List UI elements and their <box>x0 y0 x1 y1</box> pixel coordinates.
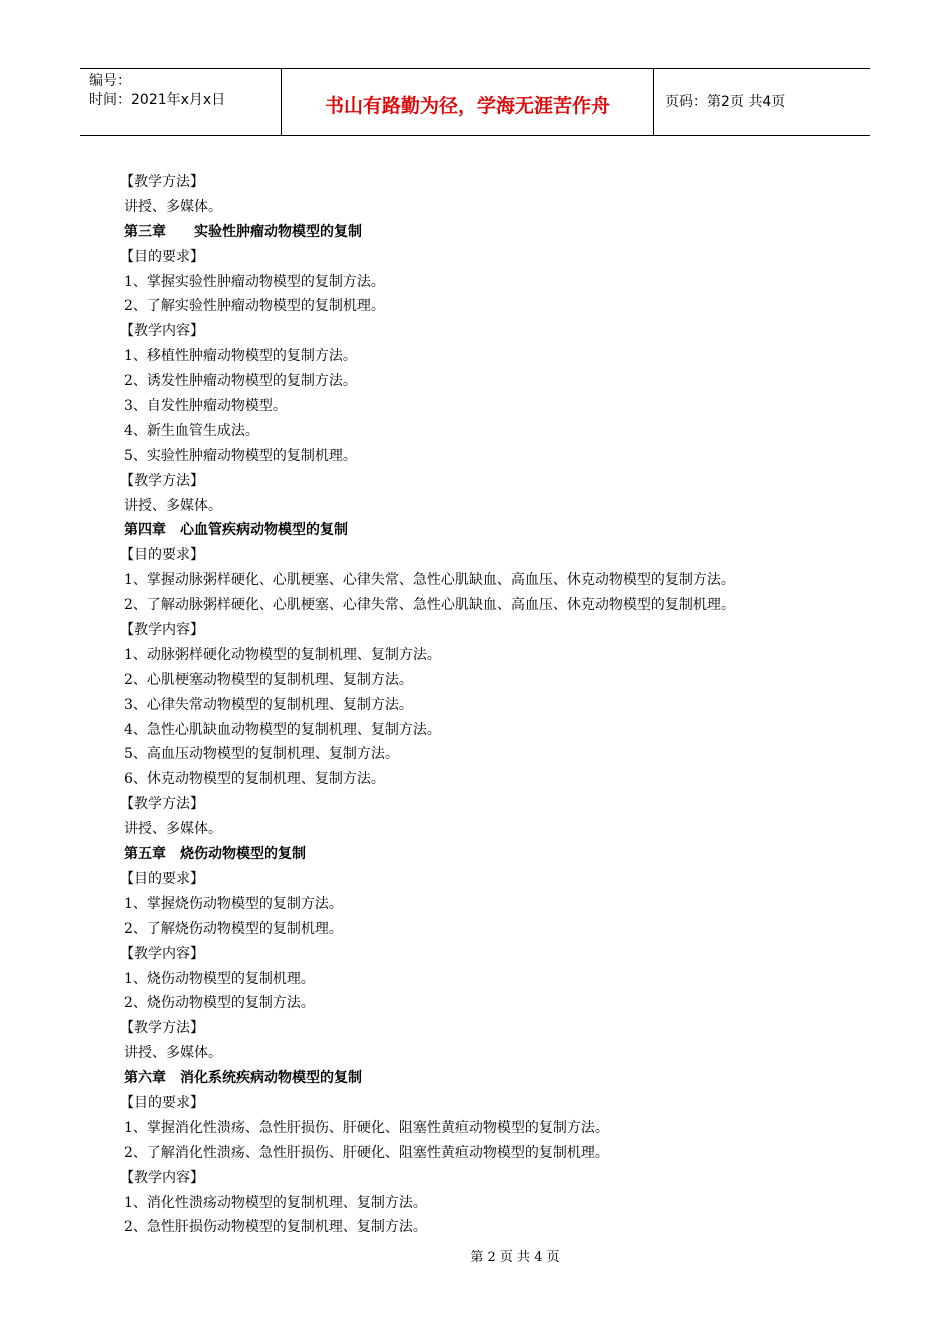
body-line: 1、消化性溃疡动物模型的复制机理、复制方法。 <box>124 1194 427 1211</box>
chapter-heading: 第四章 心血管疾病动物模型的复制 <box>124 522 348 539</box>
body-line: 1、掌握动脉粥样硬化、心肌梗塞、心律失常、急性心肌缺血、高血压、休克动物模型的复制方法。 <box>124 572 735 589</box>
body-line: 2、急性肝损伤动物模型的复制机理、复制方法。 <box>124 1219 427 1236</box>
body-line: 1、掌握烧伤动物模型的复制方法。 <box>124 895 343 912</box>
body-line: 6、休克动物模型的复制机理、复制方法。 <box>124 771 385 788</box>
body-line: 2、烧伤动物模型的复制方法。 <box>124 995 315 1012</box>
section-label: 【教学方法】 <box>120 1020 204 1037</box>
section-label: 【教学内容】 <box>120 323 204 340</box>
section-label: 【教学内容】 <box>120 1169 204 1186</box>
section-label: 【教学方法】 <box>120 174 204 190</box>
body-line: 讲授、多媒体。 <box>124 1045 222 1062</box>
body-line: 3、心律失常动物模型的复制机理、复制方法。 <box>124 696 413 713</box>
body-line: 1、动脉粥样硬化动物模型的复制机理、复制方法。 <box>124 646 441 663</box>
body-line: 1、掌握实验性肿瘤动物模型的复制方法。 <box>124 273 385 290</box>
body-line: 2、心肌梗塞动物模型的复制机理、复制方法。 <box>124 671 413 688</box>
section-label: 【目的要求】 <box>120 248 204 265</box>
section-label: 【目的要求】 <box>120 1094 204 1111</box>
document-time-label: 时间：2021年x月x日 <box>89 92 226 108</box>
section-label: 【教学内容】 <box>120 622 204 639</box>
section-label: 【教学内容】 <box>120 945 204 962</box>
body-line: 1、移植性肿瘤动物模型的复制方法。 <box>124 348 357 365</box>
header-meta <box>80 69 282 135</box>
header-motto: 书山有路勤为径，学海无涯苦作舟 <box>282 69 654 135</box>
page-footer: 第 2 页 共 4 页 <box>470 1250 560 1265</box>
body-line: 2、诱发性肿瘤动物模型的复制方法。 <box>124 373 357 390</box>
body-line: 2、了解动脉粥样硬化、心肌梗塞、心律失常、急性心肌缺血、高血压、休克动物模型的复制机理。 <box>124 597 735 614</box>
document-number-label: 编号： <box>89 73 131 89</box>
body-line: 4、急性心肌缺血动物模型的复制机理、复制方法。 <box>124 721 441 738</box>
body-line: 2、了解实验性肿瘤动物模型的复制机理。 <box>124 298 385 315</box>
body-line: 讲授、多媒体。 <box>124 821 222 838</box>
chapter-heading: 第六章 消化系统疾病动物模型的复制 <box>124 1070 362 1087</box>
section-label: 【教学方法】 <box>120 472 204 489</box>
body-line: 1、掌握消化性溃疡、急性肝损伤、肝硬化、阻塞性黄疸动物模型的复制方法。 <box>124 1119 609 1136</box>
body-line: 1、烧伤动物模型的复制机理。 <box>124 970 315 987</box>
body-line: 2、了解消化性溃疡、急性肝损伤、肝硬化、阻塞性黄疸动物模型的复制机理。 <box>124 1144 609 1161</box>
document-body <box>120 170 864 1240</box>
header-page-label: 页码：第2页 共4页 <box>665 94 786 110</box>
chapter-heading: 第五章 烧伤动物模型的复制 <box>124 846 306 863</box>
section-label: 【目的要求】 <box>120 547 204 564</box>
body-line: 3、自发性肿瘤动物模型。 <box>124 398 287 415</box>
body-line: 5、实验性肿瘤动物模型的复制机理。 <box>124 447 357 464</box>
section-label: 【目的要求】 <box>120 870 204 887</box>
body-line: 5、高血压动物模型的复制机理、复制方法。 <box>124 746 399 763</box>
page-header <box>80 68 870 136</box>
body-line: 2、了解烧伤动物模型的复制机理。 <box>124 920 343 937</box>
chapter-heading: 第三章 实验性肿瘤动物模型的复制 <box>124 223 362 240</box>
body-line: 讲授、多媒体。 <box>124 497 222 514</box>
body-line: 4、新生血管生成法。 <box>124 422 259 439</box>
body-line: 讲授、多媒体。 <box>124 198 222 215</box>
section-label: 【教学方法】 <box>120 796 204 813</box>
